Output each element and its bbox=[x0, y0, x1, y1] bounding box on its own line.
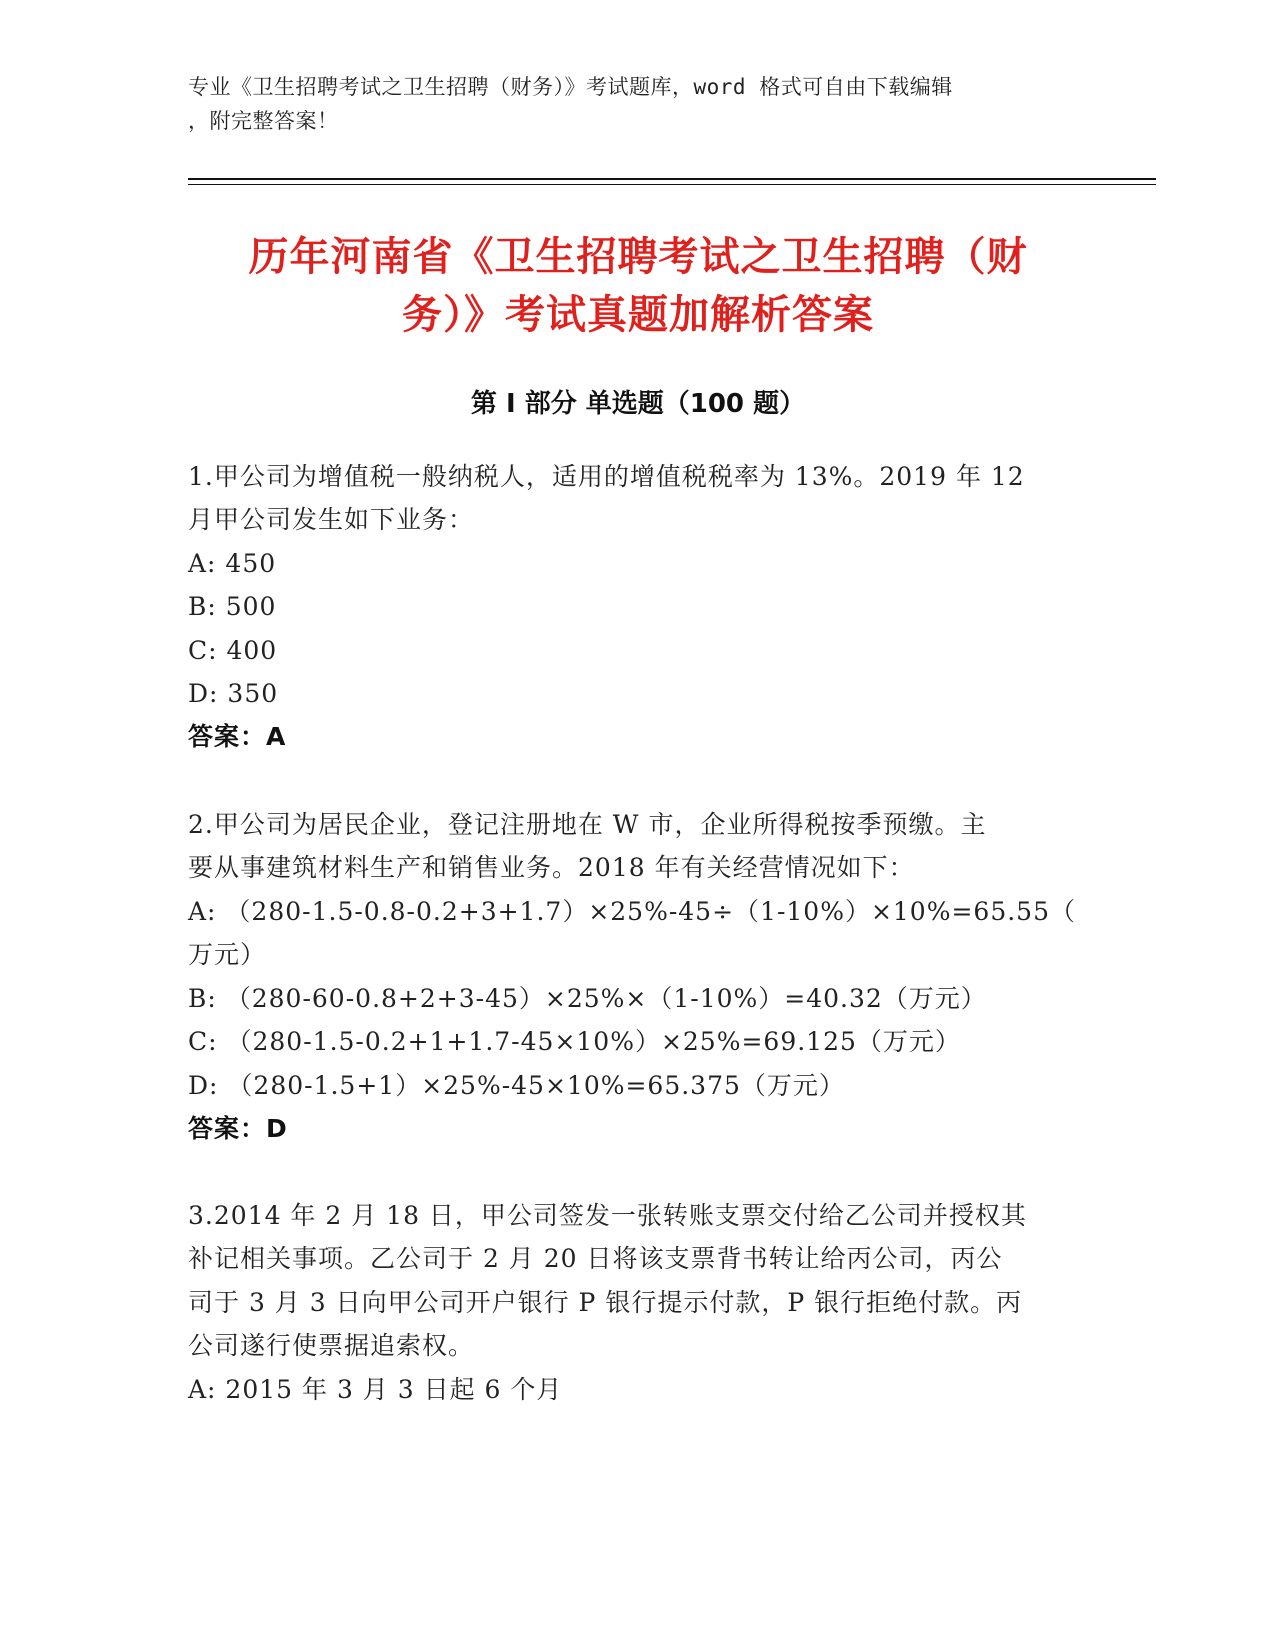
header-note-line-2: ，附完整答案！ bbox=[188, 109, 339, 133]
question-1-option-a: A: 450 bbox=[188, 549, 277, 578]
question-1-answer: 答案：A bbox=[188, 722, 287, 751]
question-1-option-d: D: 350 bbox=[188, 679, 279, 708]
question-1-option-c: C: 400 bbox=[188, 636, 278, 665]
document-title-line-1: 历年河南省《卫生招聘考试之卫生招聘（财 bbox=[248, 234, 1028, 280]
question-3-text-line-4: 公司遂行使票据追索权。 bbox=[188, 1331, 475, 1360]
question-2-text-line-2: 要从事建筑材料生产和销售业务。2018 年有关经营情况如下： bbox=[188, 853, 915, 882]
question-3-text-line-2: 补记相关事项。乙公司于 2 月 20 日将该支票背书转让给丙公司，丙公 bbox=[188, 1244, 1003, 1273]
header-note-line-1: 专业《卫生招聘考试之卫生招聘（财务）》考试题库，word 格式可自由下载编辑 bbox=[188, 75, 953, 99]
question-3-option-a: A: 2015 年 3 月 3 日起 6 个月 bbox=[188, 1375, 563, 1404]
question-2-text-line-1: 2.甲公司为居民企业，登记注册地在 W 市，企业所得税按季预缴。主 bbox=[188, 810, 987, 839]
question-1-text-line-1: 1.甲公司为增值税一般纳税人，适用的增值税税率为 13%。2019 年 12 bbox=[188, 462, 1025, 491]
question-2-option-a-cont: 万元） bbox=[188, 940, 267, 969]
question-2-option-d: D: （280-1.5+1）×25%-45×10%=65.375（万元） bbox=[188, 1071, 845, 1100]
question-1-text-line-2: 月甲公司发生如下业务： bbox=[188, 505, 475, 534]
question-3-text-line-3: 司于 3 月 3 日向甲公司开户银行 P 银行提示付款，P 银行拒绝付款。丙 bbox=[188, 1288, 1023, 1317]
question-2-option-b: B: （280-60-0.8+2+3-45）×25%×（1-10%）=40.32（万元） bbox=[188, 984, 987, 1013]
header-divider-thin bbox=[188, 184, 1156, 185]
question-1-option-b: B: 500 bbox=[188, 592, 277, 621]
question-3-text-line-1: 3.2014 年 2 月 18 日，甲公司签发一张转账支票交付给乙公司并授权其 bbox=[188, 1201, 1027, 1230]
document-title-line-2: 务）》考试真题加解析答案 bbox=[402, 292, 874, 338]
question-2-option-c: C: （280-1.5-0.2+1+1.7-45×10%）×25%=69.125（万元） bbox=[188, 1027, 961, 1056]
section-heading: 第 I 部分 单选题（100 题） bbox=[470, 389, 806, 419]
question-2-answer: 答案：D bbox=[188, 1114, 288, 1143]
question-2-option-a: A: （280-1.5-0.8-0.2+3+1.7）×25%-45÷（1-10%）×10%=65.55（ bbox=[188, 897, 1076, 926]
header-note bbox=[188, 70, 1088, 138]
document-title bbox=[188, 228, 1088, 344]
header-divider bbox=[188, 178, 1156, 180]
